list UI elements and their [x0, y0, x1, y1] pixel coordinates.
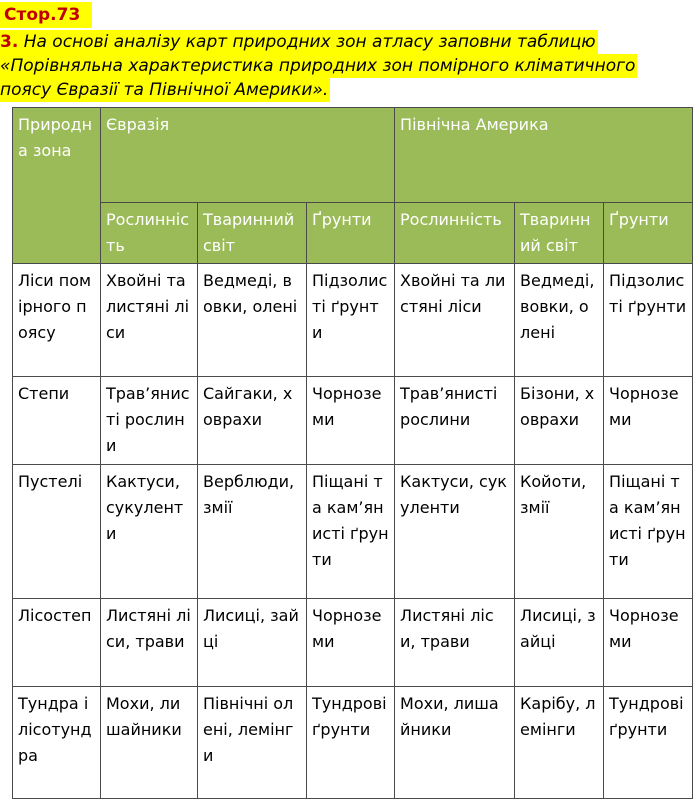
table-cell: Піщані та кам’янисті ґрунти: [604, 465, 693, 599]
table-cell: Листяні ліси, трави: [395, 599, 515, 687]
subheader-cell: Рослинність: [395, 203, 515, 264]
table-cell: Степи: [13, 377, 101, 465]
table-cell: Ведмеді, вовки, олені: [198, 264, 307, 377]
comparison-table: [12, 107, 693, 799]
table-row: [13, 264, 693, 377]
table-cell: Чорноземи: [604, 599, 693, 687]
table-cell: Верблюди, змії: [198, 465, 307, 599]
subheader-cell: Ґрунти: [604, 203, 693, 264]
table-cell: Карібу, лемінги: [515, 687, 604, 799]
subheader-cell: Ґрунти: [307, 203, 395, 264]
zone-header: Природна зона: [13, 108, 101, 264]
table-cell: Трав’янисті рослини: [101, 377, 198, 465]
task-line-2: «Порівняльна характеристика природних зон помірного кліматичного: [0, 56, 636, 76]
table-cell: Ведмеді, вовки, олені: [515, 264, 604, 377]
task-line-3: поясу Євразії та Північної Америки».: [0, 80, 329, 100]
table-cell: Підзолисті ґрунти: [604, 264, 693, 377]
task-text: [0, 30, 695, 102]
region-north-america-header: Північна Америка: [395, 108, 693, 203]
region-eurasia-header: Євразія: [101, 108, 395, 203]
table-cell: Лісостеп: [13, 599, 101, 687]
header-row: [13, 108, 693, 203]
table-cell: Хвойні та листяні ліси: [395, 264, 515, 377]
subheader-cell: Рослинність: [101, 203, 198, 264]
table-cell: Трав’янисті рослини: [395, 377, 515, 465]
table-cell: Тундра і лісотундра: [13, 687, 101, 799]
table-cell: Лисиці, зайці: [515, 599, 604, 687]
subheader-cell: Тваринний світ: [198, 203, 307, 264]
table-row: [13, 599, 693, 687]
table-cell: Мохи, лишайники: [395, 687, 515, 799]
table-row: [13, 377, 693, 465]
table-row: [13, 687, 693, 799]
table-cell: Лисиці, зайці: [198, 599, 307, 687]
page-number: Стор.73: [0, 2, 92, 28]
table-cell: Хвойні та листяні ліси: [101, 264, 198, 377]
table-cell: Тундрові ґрунти: [307, 687, 395, 799]
table-cell: Північні олені, лемінги: [198, 687, 307, 799]
table-cell: Підзолисті ґрунти: [307, 264, 395, 377]
table-cell: Койоти, змії: [515, 465, 604, 599]
table-cell: Пустелі: [13, 465, 101, 599]
task-line-1: 3. На основі аналізу карт природних зон атласу заповни таблицю: [0, 32, 596, 52]
table-cell: Чорноземи: [307, 377, 395, 465]
table-cell: Тундрові ґрунти: [604, 687, 693, 799]
subheader-row: [13, 203, 693, 264]
table-cell: Кактуси, сукуленти: [101, 465, 198, 599]
table-cell: Піщані та кам’янисті ґрунти: [307, 465, 395, 599]
table-cell: Листяні ліси, трави: [101, 599, 198, 687]
table-cell: Ліси помірного поясу: [13, 264, 101, 377]
subheader-cell: Тваринний світ: [515, 203, 604, 264]
table-cell: Чорноземи: [307, 599, 395, 687]
table-cell: Кактуси, сукуленти: [395, 465, 515, 599]
task-number: 3.: [0, 32, 19, 52]
table-cell: Мохи, лишайники: [101, 687, 198, 799]
table-cell: Сайгаки, ховрахи: [198, 377, 307, 465]
table-row: [13, 465, 693, 599]
table-cell: Бізони, ховрахи: [515, 377, 604, 465]
table-cell: Чорноземи: [604, 377, 693, 465]
